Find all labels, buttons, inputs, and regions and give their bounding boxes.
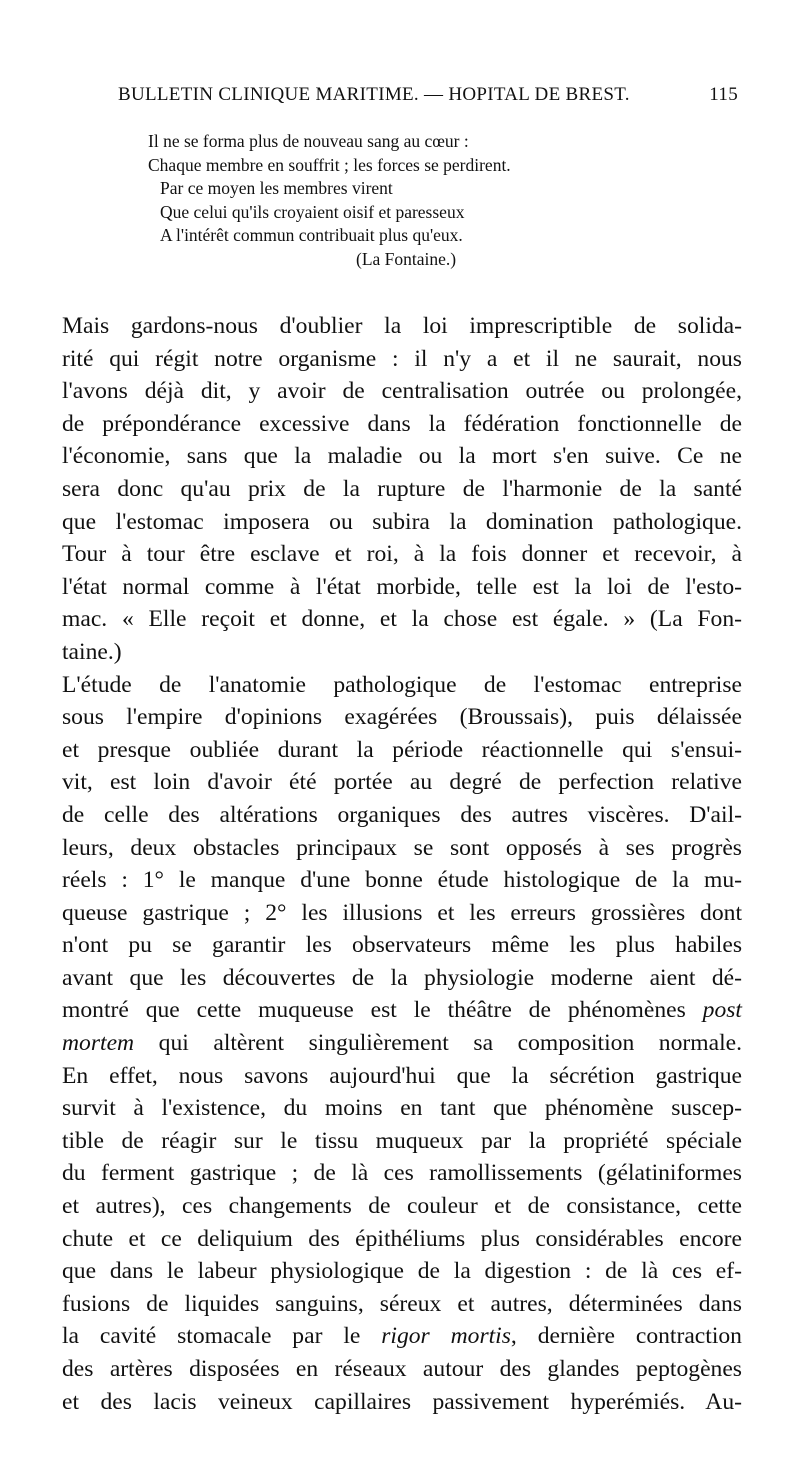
paragraph-line: n'ont pu se garantir les observateurs même les plus habiles <box>62 932 742 959</box>
paragraph-line: que l'estomac imposera ou subira la domination pathologique. <box>62 508 742 535</box>
paragraph-line: l'économie, sans que la maladie ou la mort s'en suive. Ce ne <box>62 443 742 470</box>
paragraph-line <box>62 994 742 1027</box>
paragraph-line: Mais gardons-nous d'oublier la loi imprescriptible de solida- <box>62 313 742 339</box>
paragraph-line: vit, est loin d'avoir été portée au degré de perfection relative <box>62 769 742 796</box>
verse-line: Que celui qu'ils croyaient oisif et paresseux <box>160 201 465 222</box>
paragraph-line: Tour à tour être esclave et roi, à la fois donner et recevoir, à <box>62 541 742 568</box>
page-number: 115 <box>709 84 738 105</box>
text-run: la cavité stomacale par le <box>62 1323 382 1350</box>
paragraph-line: tible de réagir sur le tissu muqueux par la propriété spéciale <box>62 1127 742 1154</box>
verse-line: A l'intérêt commun contribuait plus qu'eux. <box>160 225 463 245</box>
verse-line: Chaque membre en souffrit ; les forces se perdirent. <box>148 154 511 175</box>
paragraph-line: et autres), ces changements de couleur et de consistance, cette <box>62 1193 742 1220</box>
paragraph-line: des artères disposées en réseaux autour des glandes peptogènes <box>62 1356 742 1382</box>
verse-line: Par ce moyen les membres virent <box>160 178 393 198</box>
paragraph-line: et des lacis veineux capillaires passivement hyperémiés. Au- <box>62 1388 742 1415</box>
paragraph-line: L'étude de l'anatomie pathologique de l'estomac entreprise <box>62 671 742 698</box>
paragraph-line: sera donc qu'au prix de la rupture de l'harmonie de la santé <box>62 475 742 502</box>
body-text <box>62 310 742 1418</box>
paragraph-line: chute et ce deliquium des épithéliums plus considérables encore <box>62 1225 742 1252</box>
paragraph-line: mac. « Elle reçoit et donne, et la chose est égale. » (La Fon- <box>62 606 742 633</box>
paragraph-line: l'avons déjà dit, y avoir de centralisation outrée ou prolongée, <box>62 378 742 405</box>
paragraph-line: avant que les découvertes de la physiologie moderne aient dé- <box>62 964 742 991</box>
paragraph-line: En effet, nous savons aujourd'hui que la sécrétion gastrique <box>62 1062 742 1089</box>
paragraph-line: de prépondérance excessive dans la fédération fonctionnelle de <box>62 410 742 437</box>
paragraph-line <box>62 1027 742 1060</box>
running-header <box>118 84 738 114</box>
paragraph-line: de celle des altérations organiques des autres viscères. D'ail- <box>62 801 742 828</box>
paragraph-line: queuse gastrique ; 2° les illusions et les erreurs grossières dont <box>62 899 742 926</box>
italic-term: rigor mortis <box>381 1323 511 1350</box>
text-run: montré que cette muqueuse est le théâtre de phénomènes <box>62 997 703 1024</box>
paragraph-line: sous l'empire d'opinions exagérées (Broussais), puis délaissée <box>62 704 742 731</box>
verse-attribution: (La Fontaine.) <box>356 248 457 269</box>
text-run: qui altèrent singulièrement sa composition normale. <box>134 1030 742 1057</box>
verse-line: Il ne se forma plus de nouveau sang au cœur : <box>148 131 469 151</box>
paragraph-line: l'état normal comme à l'état morbide, telle est la loi de l'esto- <box>62 573 742 600</box>
paragraph-line: que dans le labeur physiologique de la digestion : de là ces ef- <box>62 1258 742 1285</box>
italic-term: mortem <box>62 1030 135 1057</box>
paragraph-line: survit à l'existence, du moins en tant que phénomène suscep- <box>62 1095 742 1122</box>
paragraph-line: du ferment gastrique ; de là ces ramollissements (gélatiniformes <box>62 1160 742 1187</box>
paragraph-line: leurs, deux obstacles principaux se sont opposés à ses progrès <box>62 834 742 861</box>
verse-quotation <box>120 130 720 271</box>
paragraph-line: taine.) <box>62 638 122 665</box>
header-title: BULLETIN CLINIQUE MARITIME. — HOPITAL DE BREST. <box>118 84 630 105</box>
paragraph-line: fusions de liquides sanguins, séreux et autres, déterminées dans <box>62 1290 742 1317</box>
paragraph-line: rité qui régit notre organisme : il n'y a et il ne saurait, nous <box>62 345 742 372</box>
italic-term: post <box>702 997 742 1024</box>
text-run: , dernière contraction <box>510 1323 742 1350</box>
paragraph-line: réels : 1° le manque d'une bonne étude histologique de la mu- <box>62 867 742 894</box>
paragraph-line <box>62 1320 742 1353</box>
paragraph-line: et presque oubliée durant la période réactionnelle qui s'ensui- <box>62 736 742 763</box>
